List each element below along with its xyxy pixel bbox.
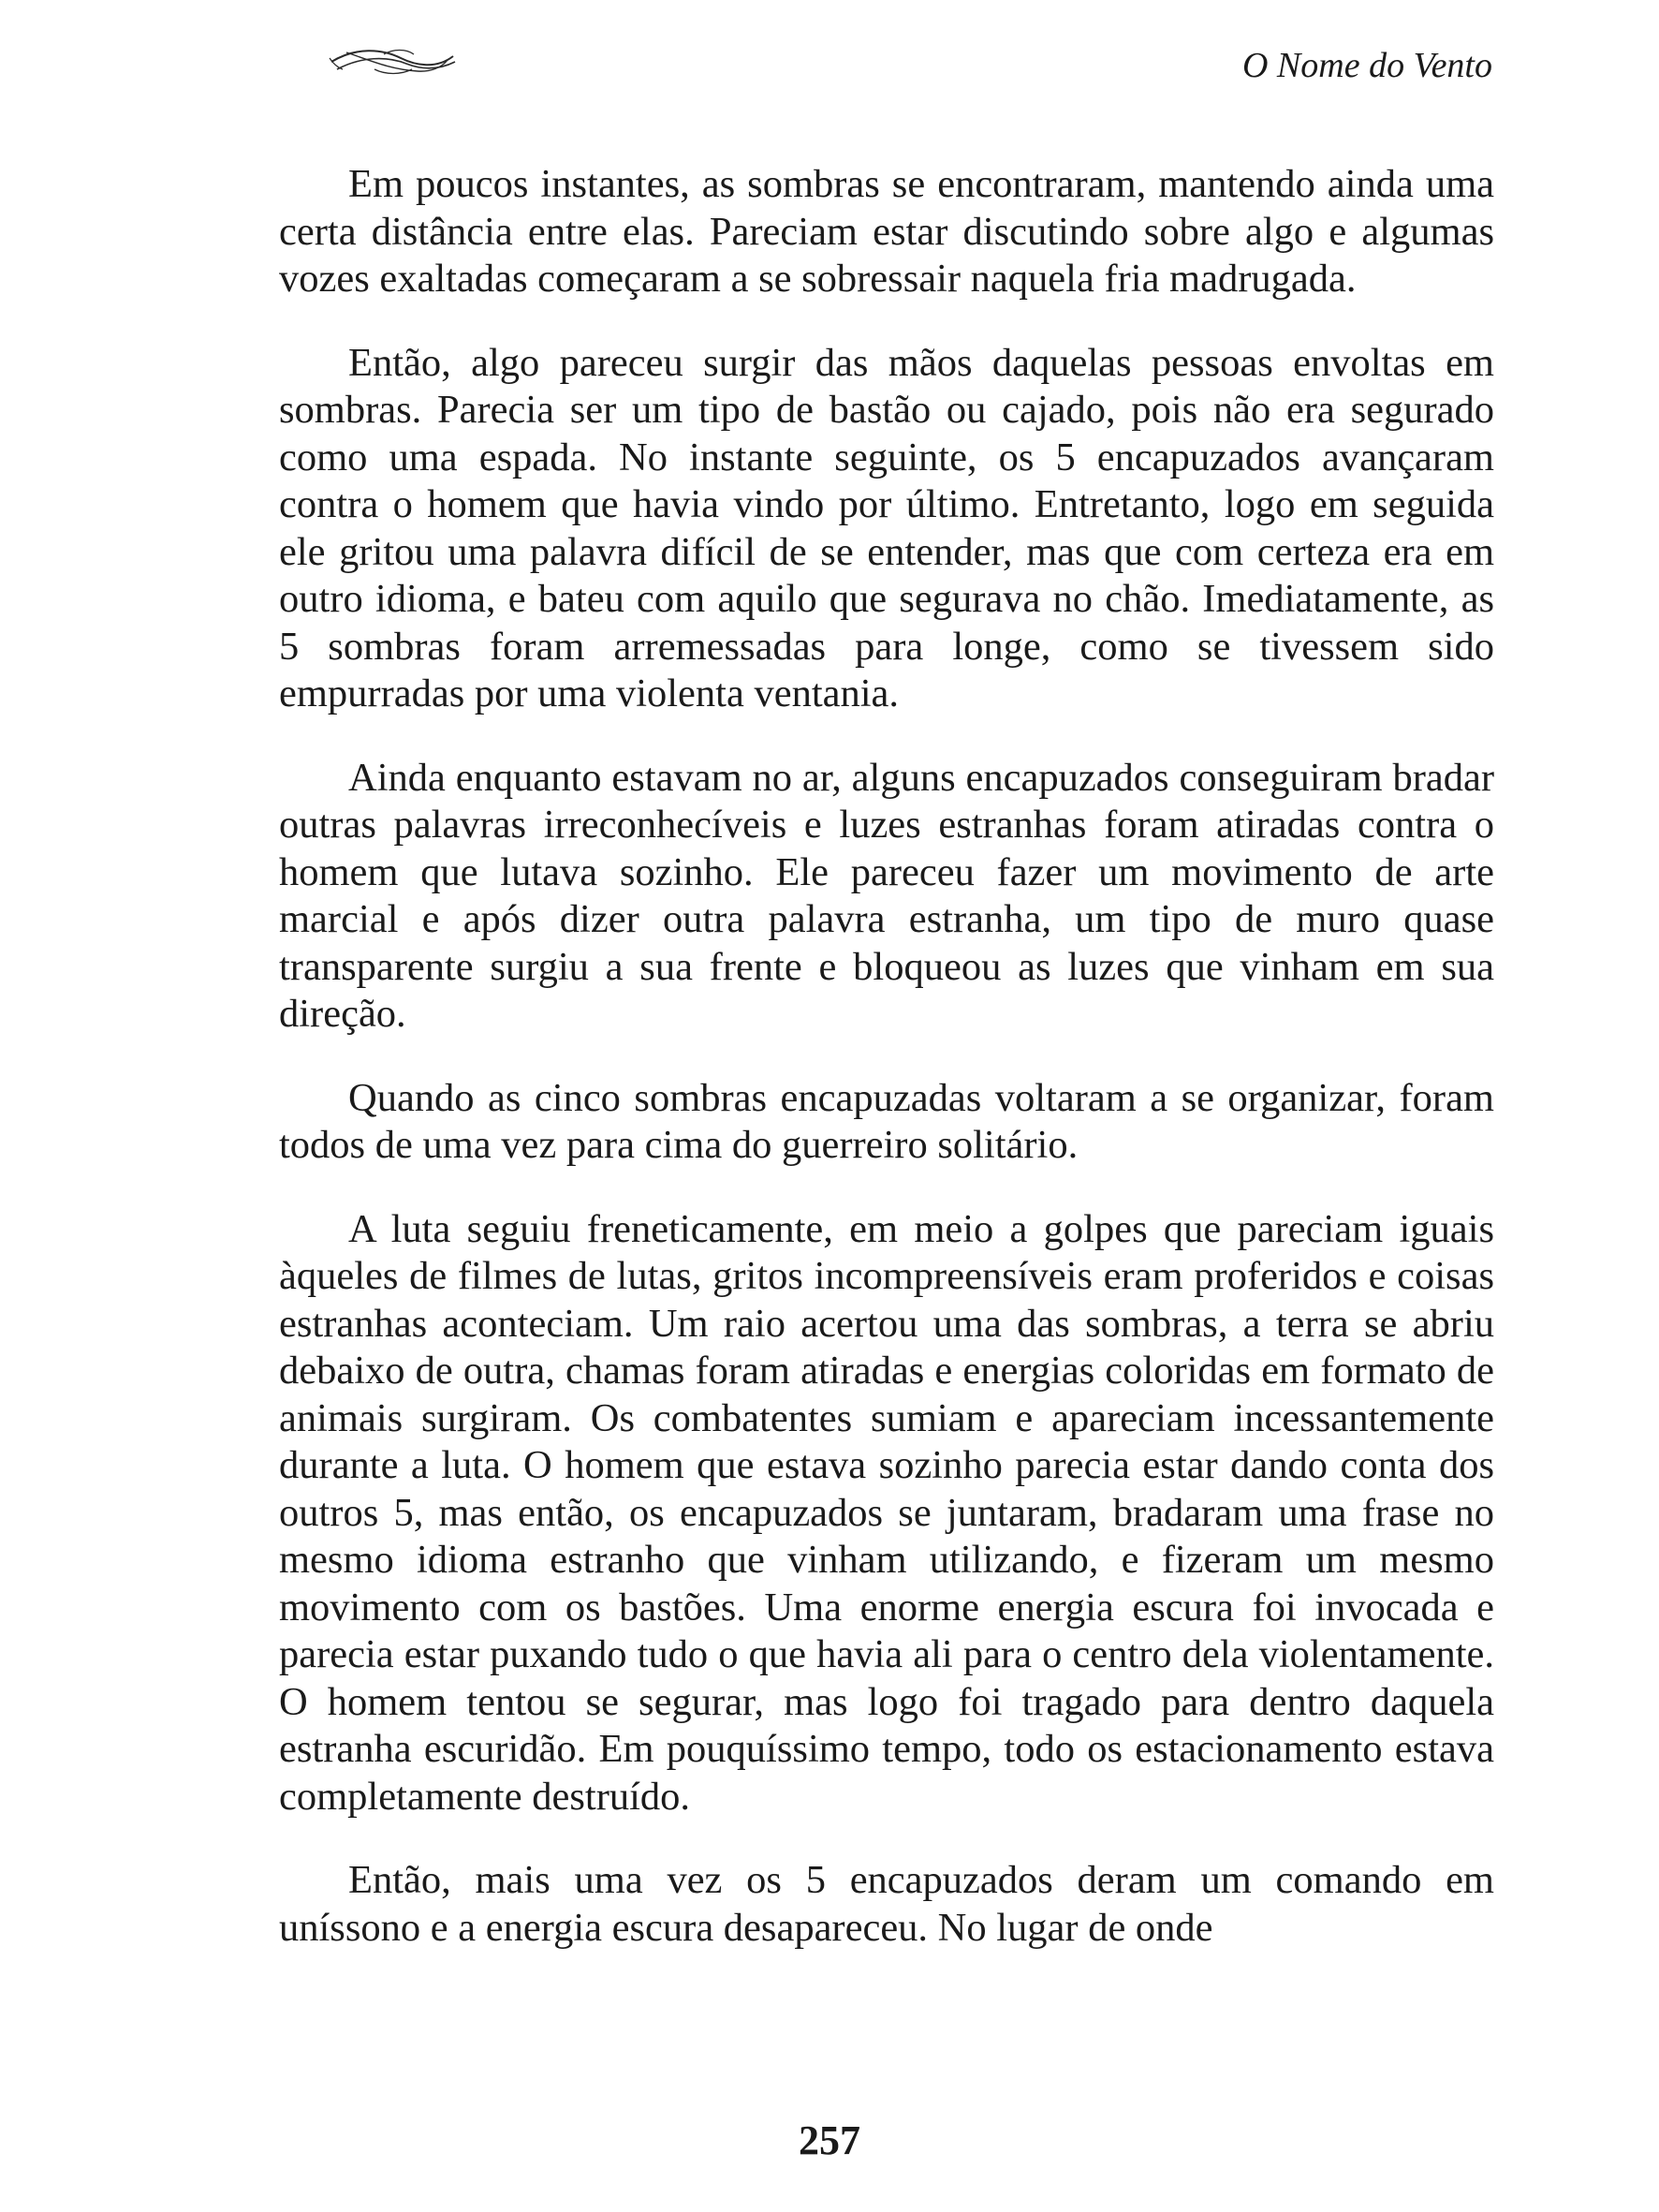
paragraph-4: Quando as cinco sombras encapuzadas voltaram a se organizar, foram todos de uma vez para cima do guerreiro solitário. (279, 1075, 1494, 1167)
paragraph-3: Ainda enquanto estavam no ar, alguns encapuzados conseguiram bradar outras palavras irreconhecíveis e luzes estranhas foram atiradas contra o homem que lutava sozinho. Ele pareceu fazer um movimento de arte marcial e após dizer outra palavra estranha, um tipo de muro quase transparente surgiu a sua frente e bloqueou as luzes que vinham em sua direção. (279, 755, 1494, 1036)
paragraph-1: Em poucos instantes, as sombras se encontraram, mantendo ainda uma certa distância entre elas. Pareciam estar discutindo sobre algo e algumas vozes exaltadas começaram a se sobressair naquela fria madrugada. (279, 162, 1494, 301)
paragraph-6: Então, mais uma vez os 5 encapuzados deram um comando em uníssono e a energia escura desapareceu. No lugar de onde (279, 1858, 1494, 1950)
body-text (279, 161, 1494, 1988)
paragraph-2: Então, algo pareceu surgir das mãos daquelas pessoas envoltas em sombras. Parecia ser um tipo de bastão ou cajado, pois não era segurado como uma espada. No instante seguinte, os 5 encapuzados avançaram contra o homem que havia vindo por último. Entretanto, logo em seguida ele gritou uma palavra difícil de se entender, mas que com certeza era em outro idioma, e bateu com aquilo que segurava no chão. Imediatamente, as 5 sombras foram arremessadas para longe, como se tivessem sido empurradas por uma violenta ventania. (279, 340, 1494, 715)
flourish-ornament-icon (328, 41, 459, 81)
paragraph-5: A luta seguiu freneticamente, em meio a golpes que pareciam iguais àqueles de filmes de lutas, gritos incompreensíveis eram proferidos e coisas estranhas aconteciam. Um raio acertou uma das sombras, a terra se abriu debaixo de outra, chamas foram atiradas e energias coloridas em formato de animais surgiram. Os combatentes sumiam e apareciam incessantemente durante a luta. O homem que estava sozinho parecia estar dando conta dos outros 5, mas então, os encapuzados se juntaram, bradaram uma frase no mesmo idioma estranho que vinham utilizando, e fizeram um mesmo movimento com os bastões. Uma enorme energia escura foi invocada e parecia estar puxando tudo o que havia ali para o centro dela violentamente. O homem tentou se segurar, mas logo foi tragado para dentro daquela estranha escuridão. Em pouquíssimo tempo, todo os estacionamento estava completamente destruído. (279, 1206, 1494, 1819)
running-title: O Nome do Vento (1241, 46, 1492, 85)
page-number: 257 (799, 2117, 860, 2163)
